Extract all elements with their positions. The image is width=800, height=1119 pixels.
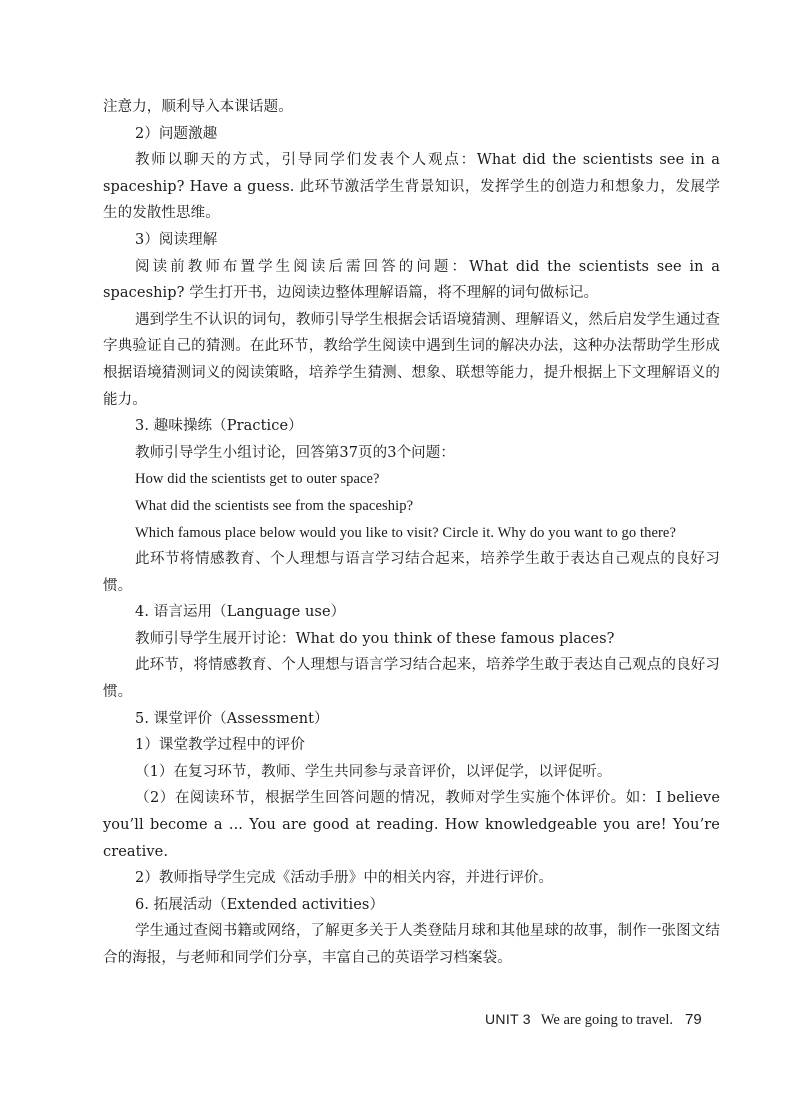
paragraph-reading-assessment: （2）在阅读环节，根据学生回答问题的情况，教师对学生实施个体评价。如：I believe you’ll become a ... You are good at reading. How knowledgeable you are! You’re creative.: [103, 790, 720, 860]
page-body: [103, 94, 720, 972]
paragraph-review-assessment: （1）在复习环节，教师、学生共同参与录音评价，以评促学，以评促听。: [135, 763, 612, 780]
practice-question-3: Which famous place below would you like to visit? Circle it. Why do you want to go there?: [135, 524, 676, 541]
page-number: 79: [685, 1011, 702, 1028]
page-footer: [485, 1011, 702, 1029]
paragraph-reading-strategy: 遇到学生不认识的词句，教师引导学生根据会话语境猜测、理解语义，然后启发学生通过查字典验证自己的猜测。在此环节，教给学生阅读中遇到生词的解决办法，这种办法帮助学生形成根据语境猜测词义的阅读策略，培养学生猜测、想象、联想等能力，提升根据上下文理解语义的能力。: [103, 311, 720, 408]
paragraph-reading-task: 阅读前教师布置学生阅读后需回答的问题：What did the scientists see in a spaceship? 学生打开书，边阅读边整体理解语篇，将不理解的词句做标记。: [103, 258, 720, 302]
paragraph-language-use-task: 教师引导学生展开讨论：What do you think of these famous places?: [135, 630, 615, 647]
paragraph-practice-intro: 教师引导学生小组讨论，回答第37页的3个问题：: [135, 444, 455, 461]
heading-practice: 3. 趣味操练（Practice）: [135, 418, 303, 435]
footer-unit-title: We are going to travel.: [540, 1012, 673, 1028]
practice-question-1: How did the scientists get to outer space?: [135, 471, 380, 488]
paragraph-extended-activities: 学生通过查阅书籍或网络，了解更多关于人类登陆月球和其他星球的故事，制作一张图文结合的海报，与老师和同学们分享，丰富自己的英语学习档案袋。: [103, 923, 720, 966]
heading-reading-comprehension: 3）阅读理解: [135, 231, 218, 248]
paragraph-activity-book: 2）教师指导学生完成《活动手册》中的相关内容，并进行评价。: [135, 870, 554, 887]
paragraph-question-interest: 教师以聊天的方式，引导同学们发表个人观点：What did the scientists see in a spaceship? Have a guess. 此环节激活学生背景知识，发挥学生的创造力和想象力，发展学生的发散性思维。: [103, 152, 720, 222]
paragraph-language-use-summary: 此环节，将情感教育、个人理想与语言学习结合起来，培养学生敢于表达自己观点的良好习惯。: [103, 657, 720, 701]
heading-language-use: 4. 语言运用（Language use）: [135, 604, 346, 621]
paragraph-practice-summary: 此环节将情感教育、个人理想与语言学习结合起来，培养学生敢于表达自己观点的良好习惯。: [103, 551, 720, 594]
footer-unit-label: UNIT 3: [485, 1011, 531, 1027]
practice-question-2: What did the scientists see from the spaceship?: [135, 497, 414, 514]
paragraph-intro-continuation: 注意力，顺利导入本课话题。: [103, 99, 293, 115]
heading-extended-activities: 6. 拓展活动（Extended activities）: [135, 896, 385, 913]
heading-in-class-assessment: 1）课堂教学过程中的评价: [135, 737, 305, 754]
heading-question-interest: 2）问题激趣: [135, 125, 218, 142]
heading-assessment: 5. 课堂评价（Assessment）: [135, 710, 329, 727]
